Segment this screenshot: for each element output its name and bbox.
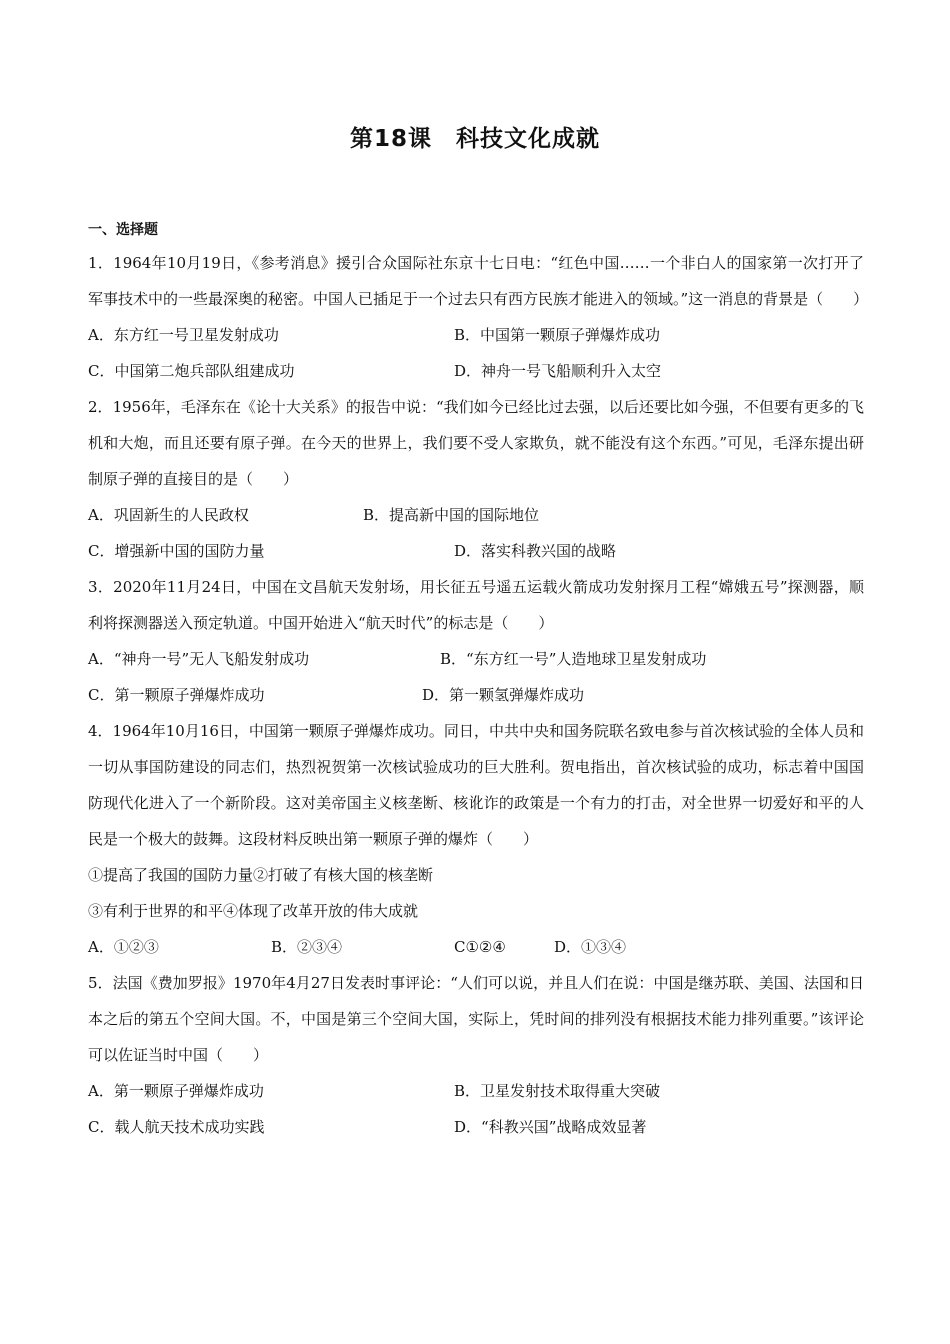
option-a: A．东方红一号卫星发射成功 <box>88 326 279 344</box>
options-row <box>88 677 864 713</box>
option-d: D．落实科教兴国的战略 <box>454 542 617 560</box>
question-5 <box>88 965 864 1145</box>
option-d: D．①③④ <box>554 938 627 956</box>
option-b: B．中国第一颗原子弹爆炸成功 <box>454 326 661 344</box>
option-a: A．①②③ <box>88 938 159 956</box>
option-c: C．载人航天技术成功实践 <box>88 1118 265 1136</box>
options-row <box>88 533 864 569</box>
option-c: C．中国第二炮兵部队组建成功 <box>88 362 295 380</box>
question-stem: 2．1956年，毛泽东在《论十大关系》的报告中说：“我们如今已经比过去强，以后还要比如今强，不但要有更多的飞机和大炮，而且还要有原子弹。在今天的世界上，我们要不受人家欺负，就不能没有这个东西。”可见，毛泽东提出研制原子弹的直接目的是（ ） <box>88 398 864 488</box>
options-row <box>88 497 864 533</box>
question-3 <box>88 569 864 713</box>
option-b: B．卫星发射技术取得重大突破 <box>454 1082 661 1100</box>
question-1 <box>88 245 869 389</box>
question-stem: 1．1964年10月19日，《参考消息》援引合众国际社东京十七日电：“红色中国……一个非白人的国家第一次打开了军事技术中的一些最深奥的秘密。中国人已插足于一个过去只有西方民族才能进入的领域。”这一消息的背景是（ ） <box>88 254 869 308</box>
option-c: C①②④ <box>454 938 506 956</box>
statement-line: ③有利于世界的和平④体现了改革开放的伟大成就 <box>88 902 419 920</box>
option-d: D．神舟一号飞船顺利升入太空 <box>454 362 662 380</box>
question-stem: 4．1964年10月16日，中国第一颗原子弹爆炸成功。同日，中共中央和国务院联名致电参与首次核试验的全体人员和一切从事国防建设的同志们，热烈祝贺第一次核试验成功的巨大胜利。贺电指出，首次核试验的成功，标志着中国国防现代化进入了一个新阶段。这对美帝国主义核垄断、核讹诈的政策是一个有力的打击，对全世界一切爱好和平的人民是一个极大的鼓舞。这段材料反映出第一颗原子弹的爆炸（ ） <box>88 722 864 848</box>
option-b: B．②③④ <box>271 938 343 956</box>
question-4 <box>88 713 864 965</box>
option-d: D．第一颗氢弹爆炸成功 <box>422 686 585 704</box>
option-b: B．提高新中国的国际地位 <box>363 506 540 524</box>
options-row <box>88 1073 864 1109</box>
option-a: A．巩固新生的人民政权 <box>88 506 249 524</box>
option-c: C．增强新中国的国防力量 <box>88 542 265 560</box>
question-list <box>88 215 869 1145</box>
statement-line: ①提高了我国的国防力量②打破了有核大国的核垄断 <box>88 866 434 884</box>
option-d: D．“科教兴国”战略成效显著 <box>454 1118 647 1136</box>
options-row <box>88 929 864 965</box>
option-a: A．第一颗原子弹爆炸成功 <box>88 1082 264 1100</box>
section-heading: 一、选择题 <box>88 222 158 238</box>
question-stem: 5．法国《费加罗报》1970年4月27日发表时事评论：“人们可以说，并且人们在说：中国是继苏联、美国、法国和日本之后的第五个空间大国。不，中国是第三个空间大国，实际上，凭时间的排列没有根据技术能力排列重要。”该评论可以佐证当时中国（ ） <box>88 974 864 1064</box>
options-row <box>88 317 864 353</box>
option-b: B．“东方红一号”人造地球卫星发射成功 <box>440 650 707 668</box>
option-c: C．第一颗原子弹爆炸成功 <box>88 686 265 704</box>
question-stem: 3．2020年11月24日，中国在文昌航天发射场，用长征五号遥五运载火箭成功发射探月工程“嫦娥五号”探测器，顺利将探测器送入预定轨道。中国开始进入“航天时代”的标志是（ ） <box>88 578 864 632</box>
option-a: A．“神舟一号”无人飞船发射成功 <box>88 650 310 668</box>
options-row <box>88 353 864 389</box>
lesson-title: 第18课 科技文化成就 <box>349 126 600 152</box>
options-row <box>88 641 864 677</box>
options-row <box>88 1109 864 1145</box>
question-2 <box>88 389 864 569</box>
